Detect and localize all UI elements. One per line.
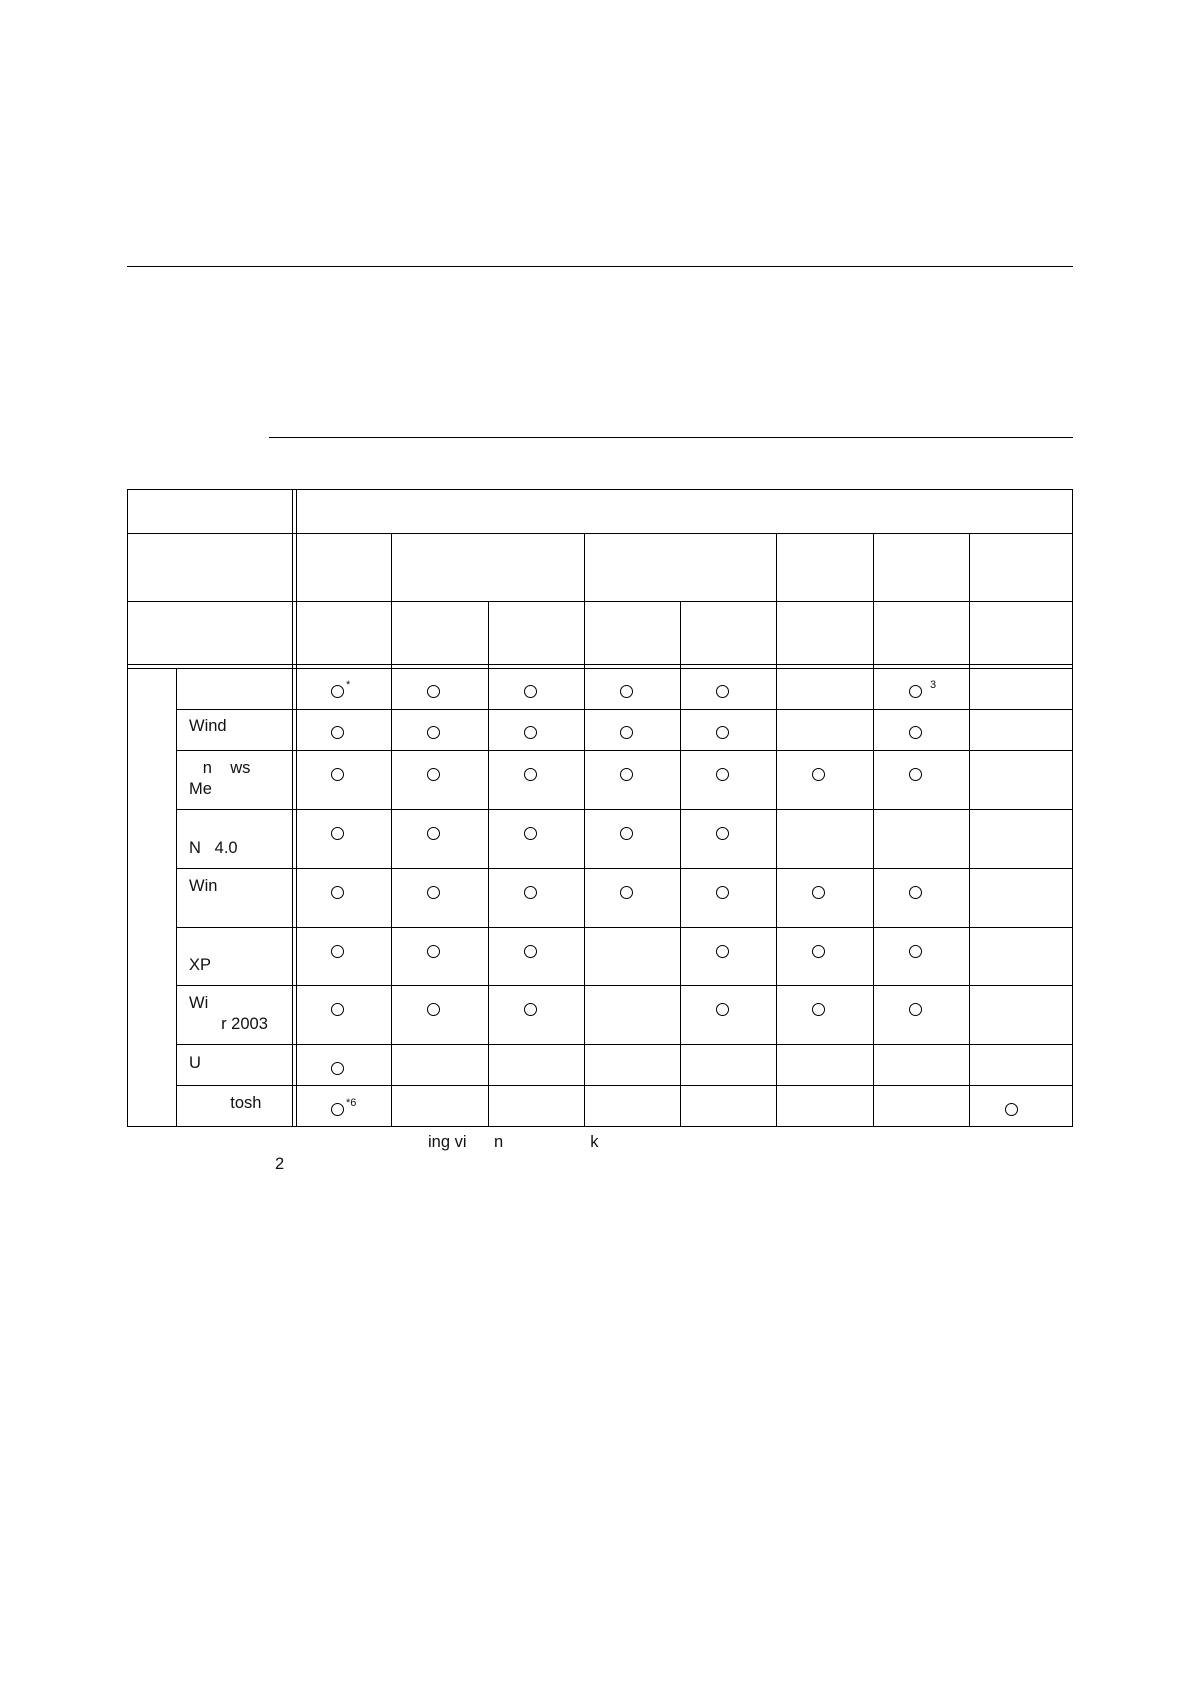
support-mark-r7c6 — [812, 1001, 825, 1017]
footnote-ref: 3 — [930, 679, 937, 691]
circle-mark-icon — [812, 768, 825, 781]
support-mark-r7c1 — [331, 1001, 344, 1017]
circle-mark-icon — [909, 945, 922, 958]
row-label-8: U — [189, 1054, 201, 1072]
row-label-5: Win — [189, 877, 218, 895]
circle-mark-icon — [427, 685, 440, 698]
circle-mark-icon — [427, 886, 440, 899]
support-mark-r3c2 — [427, 766, 440, 782]
support-mark-r3c7 — [909, 766, 922, 782]
circle-mark-icon — [331, 685, 344, 698]
circle-mark-icon — [716, 768, 729, 781]
circle-mark-icon — [716, 1003, 729, 1016]
circle-mark-icon — [427, 768, 440, 781]
support-mark-r7c3 — [524, 1001, 537, 1017]
circle-mark-icon — [427, 945, 440, 958]
circle-mark-icon — [524, 1003, 537, 1016]
support-mark-r3c1 — [331, 766, 344, 782]
support-mark-r5c5 — [716, 884, 729, 900]
circle-mark-icon — [331, 1062, 344, 1075]
support-mark-r6c7 — [909, 943, 922, 959]
support-mark-r1c2 — [427, 683, 440, 699]
support-mark-r1c1 — [331, 679, 351, 699]
circle-mark-icon — [716, 726, 729, 739]
support-mark-r6c2 — [427, 943, 440, 959]
circle-mark-icon — [909, 726, 922, 739]
support-mark-r2c1 — [331, 724, 344, 740]
circle-mark-icon — [716, 685, 729, 698]
row-label-3-line2: Me — [189, 780, 212, 798]
support-mark-r1c7 — [909, 679, 937, 699]
support-mark-r5c6 — [812, 884, 825, 900]
circle-mark-icon — [909, 685, 922, 698]
support-mark-r2c5 — [716, 724, 729, 740]
circle-mark-icon — [1005, 1103, 1018, 1116]
circle-mark-icon — [524, 886, 537, 899]
circle-mark-icon — [331, 886, 344, 899]
circle-mark-icon — [524, 945, 537, 958]
circle-mark-icon — [812, 886, 825, 899]
circle-mark-icon — [524, 685, 537, 698]
support-mark-r1c4 — [620, 683, 633, 699]
support-mark-r2c2 — [427, 724, 440, 740]
circle-mark-icon — [331, 726, 344, 739]
circle-mark-icon — [331, 768, 344, 781]
support-mark-r2c4 — [620, 724, 633, 740]
row-label-7-line1: Wi — [189, 994, 209, 1012]
row-label-9: tosh — [189, 1094, 262, 1112]
support-mark-r2c3 — [524, 724, 537, 740]
circle-mark-icon — [331, 1103, 344, 1116]
row-label-4-line2: N 4.0 — [189, 839, 238, 857]
support-mark-r5c4 — [620, 884, 633, 900]
circle-mark-icon — [909, 1003, 922, 1016]
circle-mark-icon — [331, 827, 344, 840]
support-mark-r5c7 — [909, 884, 922, 900]
support-mark-r5c1 — [331, 884, 344, 900]
support-mark-r1c5 — [716, 683, 729, 699]
support-mark-r6c1 — [331, 943, 344, 959]
support-mark-r3c5 — [716, 766, 729, 782]
circle-mark-icon — [812, 1003, 825, 1016]
row-label-2: Wind — [189, 717, 227, 735]
circle-mark-icon — [331, 1003, 344, 1016]
support-mark-r4c4 — [620, 825, 633, 841]
support-mark-r3c4 — [620, 766, 633, 782]
support-mark-r6c6 — [812, 943, 825, 959]
circle-mark-icon — [716, 827, 729, 840]
circle-mark-icon — [620, 886, 633, 899]
circle-mark-icon — [620, 768, 633, 781]
support-mark-r6c5 — [716, 943, 729, 959]
circle-mark-icon — [524, 827, 537, 840]
support-mark-r7c2 — [427, 1001, 440, 1017]
circle-mark-icon — [524, 726, 537, 739]
row-label-3-line1: n ws — [189, 759, 251, 777]
support-mark-r5c2 — [427, 884, 440, 900]
support-mark-r9c1 — [331, 1097, 357, 1117]
support-mark-r3c3 — [524, 766, 537, 782]
footnote-ref: *6 — [346, 1097, 357, 1109]
circle-mark-icon — [427, 1003, 440, 1016]
support-mark-r6c3 — [524, 943, 537, 959]
row-label-7-line2: r 2003 — [189, 1015, 268, 1033]
footnote-line-2: 2 — [275, 1155, 285, 1173]
support-mark-r3c6 — [812, 766, 825, 782]
support-mark-r4c2 — [427, 825, 440, 841]
support-mark-r8c1 — [331, 1060, 344, 1076]
circle-mark-icon — [620, 726, 633, 739]
circle-mark-icon — [909, 768, 922, 781]
row-label-6-line2: XP — [189, 956, 212, 974]
support-mark-r4c5 — [716, 825, 729, 841]
support-mark-r1c3 — [524, 683, 537, 699]
support-mark-r7c7 — [909, 1001, 922, 1017]
support-mark-r7c5 — [716, 1001, 729, 1017]
circle-mark-icon — [620, 685, 633, 698]
circle-mark-icon — [716, 945, 729, 958]
support-mark-r5c3 — [524, 884, 537, 900]
support-mark-r4c3 — [524, 825, 537, 841]
support-mark-r4c1 — [331, 825, 344, 841]
circle-mark-icon — [716, 886, 729, 899]
circle-mark-icon — [909, 886, 922, 899]
support-mark-r9c8 — [1005, 1101, 1018, 1117]
footnote-ref: * — [346, 679, 351, 691]
circle-mark-icon — [812, 945, 825, 958]
circle-mark-icon — [524, 768, 537, 781]
support-mark-r2c7 — [909, 724, 922, 740]
footnote-line-1: ing vi n k — [428, 1133, 599, 1151]
circle-mark-icon — [427, 827, 440, 840]
circle-mark-icon — [331, 945, 344, 958]
circle-mark-icon — [427, 726, 440, 739]
circle-mark-icon — [620, 827, 633, 840]
